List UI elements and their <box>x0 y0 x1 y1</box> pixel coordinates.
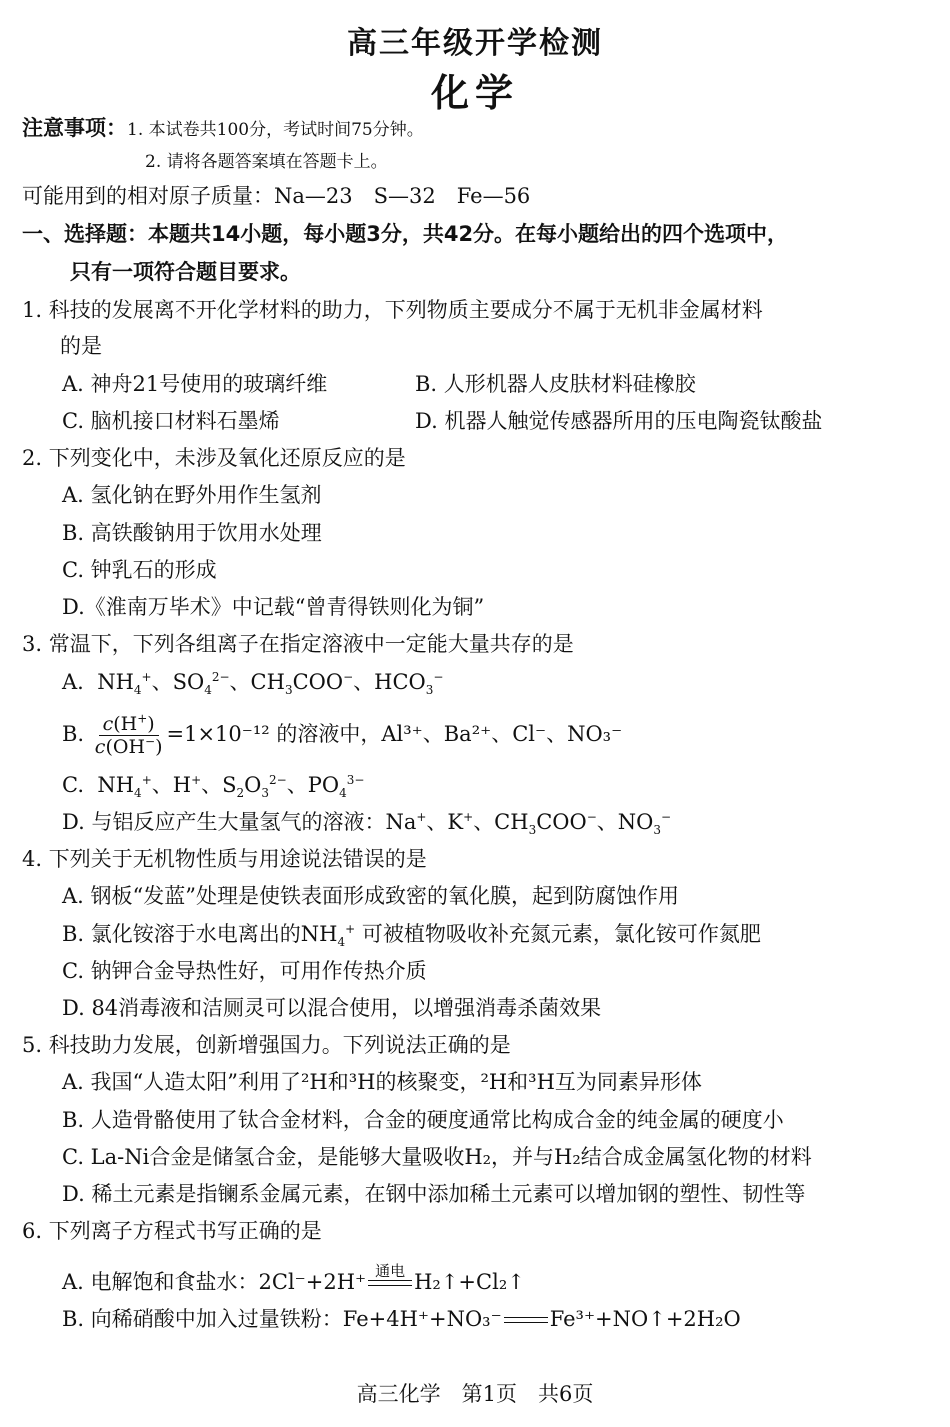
q4-b-pre: B. 氯化铵溶于水电离出的NH <box>62 922 338 946</box>
notes-label: 注意事项： <box>22 116 127 140</box>
q3-d-prefix: D. 与铝反应产生大量氢气的溶液： <box>62 810 386 834</box>
q1-stem: 1. 科技的发展离不开化学材料的助力，下列物质主要成分不属于无机非金属材料 <box>22 298 763 322</box>
q4-b-post: 可被植物吸收补充氮元素，氯化铵可作氮肥 <box>361 922 761 946</box>
page-footer: 高三化学 第1页 共6页 <box>356 1382 594 1406</box>
section-heading-2: 只有一项符合题目要求。 <box>70 260 301 284</box>
q2-option-a: A. 氢化钠在野外用作生氢剂 <box>62 483 322 507</box>
q2-option-b: B. 高铁酸钠用于饮用水处理 <box>62 521 322 545</box>
q3-b-prefix: B. <box>62 722 85 746</box>
exam-title: 高三年级开学检测 <box>347 26 603 61</box>
concentration-ratio-fraction: $\frac{c(H^+)}{c(OH^-)}$ <box>94 711 163 758</box>
q4-option-b: B. 氯化铵溶于水电离出的$NH_4^+$ 可被植物吸收补充氮元素，氯化铵可作氮肥 <box>62 922 761 950</box>
q5-option-b: B. 人造骨骼使用了钛合金材料，合金的硬度通常比构成合金的纯金属的硬度小 <box>62 1108 784 1132</box>
q4-option-a: A. 钢板“发蓝”处理是使铁表面形成致密的氧化膜，起到防腐蚀作用 <box>62 884 679 908</box>
q3-stem: 3. 常温下，下列各组离子在指定溶液中一定能大量共存的是 <box>22 632 574 656</box>
q3-c-prefix: C. <box>62 773 84 797</box>
q3-a-prefix: A. <box>62 670 84 694</box>
q6-b-post: Fe³⁺+NO↑+2H₂O <box>549 1307 741 1331</box>
atomic-masses: 可能用到的相对原子质量：Na—23 S—32 Fe—56 <box>22 184 531 208</box>
q3-option-d: D. 与铝反应产生大量氢气的溶液：Na+、K+、$CH_3COO^-$、$NO_3^-$ <box>62 810 672 838</box>
q3-option-a: A. $NH_4^+$、$SO_4^{2-}$、$CH_3COO^-$、$HCO_3^-$ <box>62 670 444 698</box>
q1-stem-cont: 的是 <box>60 334 102 358</box>
q6-option-b <box>62 1303 741 1335</box>
q1-option-a: A. 神舟21号使用的玻璃纤维 <box>62 372 328 396</box>
notes-item-1: 1. 本试卷共100分，考试时间75分钟。 <box>127 120 424 140</box>
q3-option-b <box>62 712 622 758</box>
q6-option-a <box>62 1261 525 1298</box>
q1-option-d: D. 机器人触觉传感器所用的压电陶瓷钛酸盐 <box>415 409 823 433</box>
q4-stem: 4. 下列关于无机物性质与用途说法错误的是 <box>22 847 427 871</box>
section-heading-1: 一、选择题：本题共14小题，每小题3分，共42分。在每小题给出的四个选项中， <box>22 222 789 246</box>
q6-b-pre: B. 向稀硝酸中加入过量铁粉：Fe+4H⁺+NO₃⁻ <box>62 1307 502 1331</box>
q5-option-c: C. La-Ni合金是储氢合金，是能够大量吸收H₂，并与H₂结合成金属氢化物的材料 <box>62 1145 812 1169</box>
q1-option-c: C. 脑机接口材料石墨烯 <box>62 409 280 433</box>
q6-stem: 6. 下列离子方程式书写正确的是 <box>22 1219 322 1243</box>
q3-b-text: =1×10⁻¹² 的溶液中，Al³⁺、Ba²⁺、Cl⁻、NO₃⁻ <box>166 722 623 746</box>
notes-line-1 <box>22 112 424 146</box>
q2-option-d: D.《淮南万毕术》中记载“曾青得铁则化为铜” <box>62 595 485 619</box>
q3-option-c: C. $NH_4^+$、H+、$S_2O_3^{2-}$、$PO_4^{3-}$ <box>62 773 365 801</box>
q5-stem: 5. 科技助力发展，创新增强国力。下列说法正确的是 <box>22 1033 511 1057</box>
reaction-equals-sign <box>504 1314 548 1328</box>
electrolysis-condition: 通电 <box>375 1261 406 1280</box>
q6-a-pre: A. 电解饱和食盐水：2Cl⁻+2H⁺ <box>62 1270 367 1294</box>
q2-option-c: C. 钟乳石的形成 <box>62 558 217 582</box>
electrolysis-equals-sign <box>368 1261 412 1291</box>
q1-option-b: B. 人形机器人皮肤材料硅橡胶 <box>415 372 696 396</box>
q6-a-post: H₂↑+Cl₂↑ <box>414 1270 525 1294</box>
q4-option-c: C. 钠钾合金导热性好，可用作传热介质 <box>62 959 427 983</box>
q4-option-d: D. 84消毒液和洁厕灵可以混合使用，以增强消毒杀菌效果 <box>62 996 602 1020</box>
q5-option-a: A. 我国“人造太阳”利用了²H和³H的核聚变，²H和³H互为同素异形体 <box>62 1070 702 1094</box>
q2-stem: 2. 下列变化中，未涉及氧化还原反应的是 <box>22 446 406 470</box>
q5-option-d: D. 稀土元素是指镧系金属元素，在钢中添加稀土元素可以增加钢的塑性、韧性等 <box>62 1182 806 1206</box>
notes-item-2: 2. 请将各题答案填在答题卡上。 <box>145 152 388 172</box>
subject-title: 化学 <box>430 71 519 115</box>
